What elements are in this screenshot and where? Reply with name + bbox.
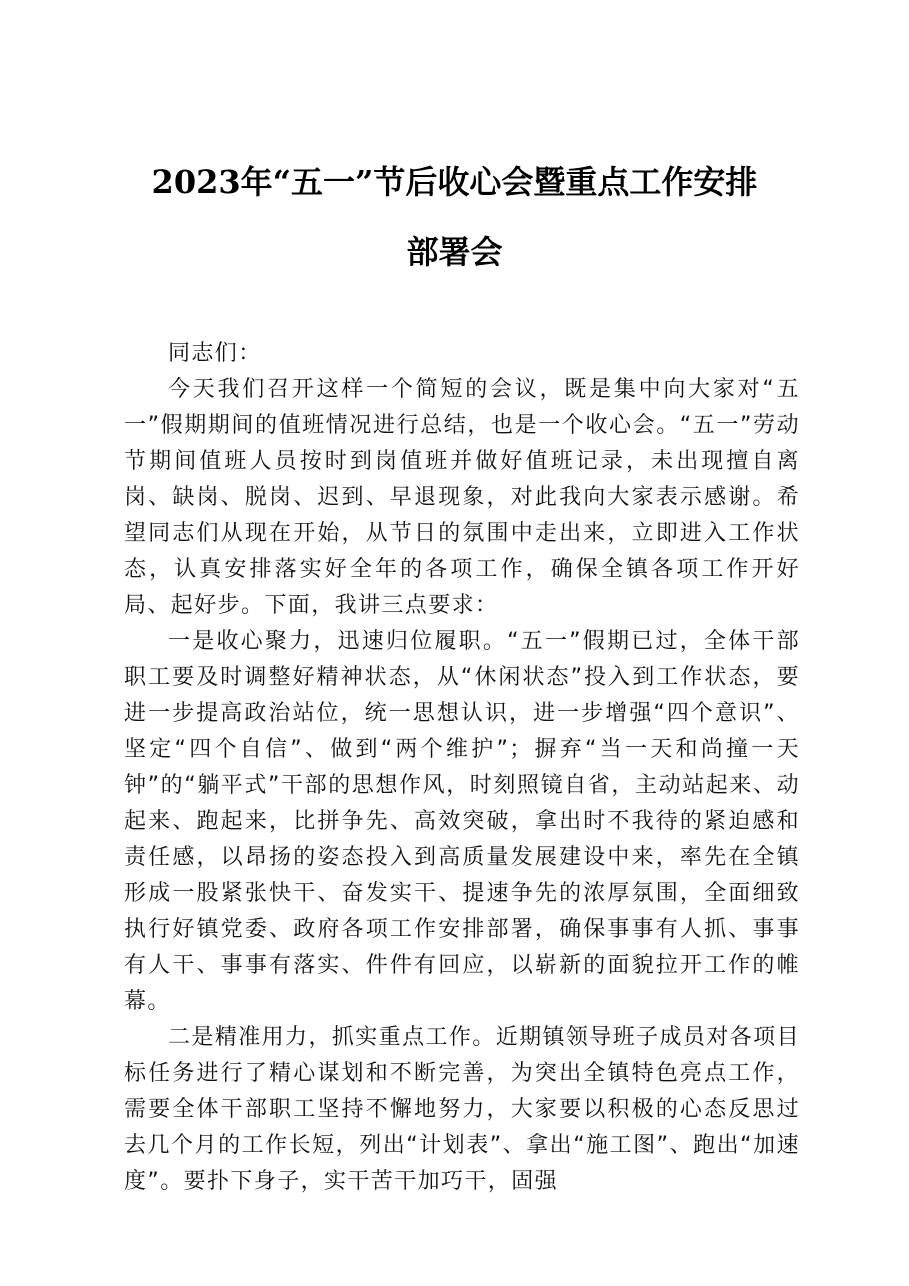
document-title-line-1: 2023年“五一”节后收心会暨重点工作安排 xyxy=(151,163,758,201)
document-title-line-2: 部署会 xyxy=(406,233,503,271)
paragraph-intro: 今天我们召开这样一个简短的会议，既是集中向大家对“五一”假期期间的值班情况进行总结，也是一个收心会。“五一”劳动节期间值班人员按时到岗值班并做好值班记录，未出现擅自离岗、缺岗、脱岗、迟到、早退现象，对此我向大家表示感谢。希望同志们从现在开始，从节日的氛围中走出来，立即进入工作状态，认真安排落实好全年的各项工作，确保全镇各项工作开好局、起好步。下面，我讲三点要求： xyxy=(124,377,800,618)
paragraph-point-one: 一是收心聚力，迅速归位履职。“五一”假期已过，全体干部职工要及时调整好精神状态，从“休闲状态”投入到工作状态，要进一步提高政治站位，统一思想认识，进一步增强“四个意识”、坚定“四个自信”、做到“两个维护”；摒弃“当一天和尚撞一天钟”的“躺平式”干部的思想作风，时刻照镜自省，主动站起来、动起来、跑起来，比拼争先、高效突破，拿出时不我待的紧迫感和责任感，以昂扬的姿态投入到高质量发展建设中来，率先在全镇形成一股紧张快干、奋发实干、提速争先的浓厚氛围，全面细致执行好镇党委、政府各项工作安排部署，确保事事有人抓、事事有人干、事事有落实、件件有回应，以崭新的面貌拉开工作的帷幕。 xyxy=(124,629,800,1014)
document-body xyxy=(124,336,800,1200)
salutation: 同志们： xyxy=(168,341,262,366)
paragraph-point-two: 二是精准用力，抓实重点工作。近期镇领导班子成员对各项目标任务进行了精心谋划和不断完善，为突出全镇特色亮点工作，需要全体干部职工坚持不懈地努力，大家要以积极的心态反思过去几个月的工作长短，列出“计划表”、拿出“施工图”、跑出“加速度”。要扑下身子，实干苦干加巧干，固强 xyxy=(124,1025,800,1194)
